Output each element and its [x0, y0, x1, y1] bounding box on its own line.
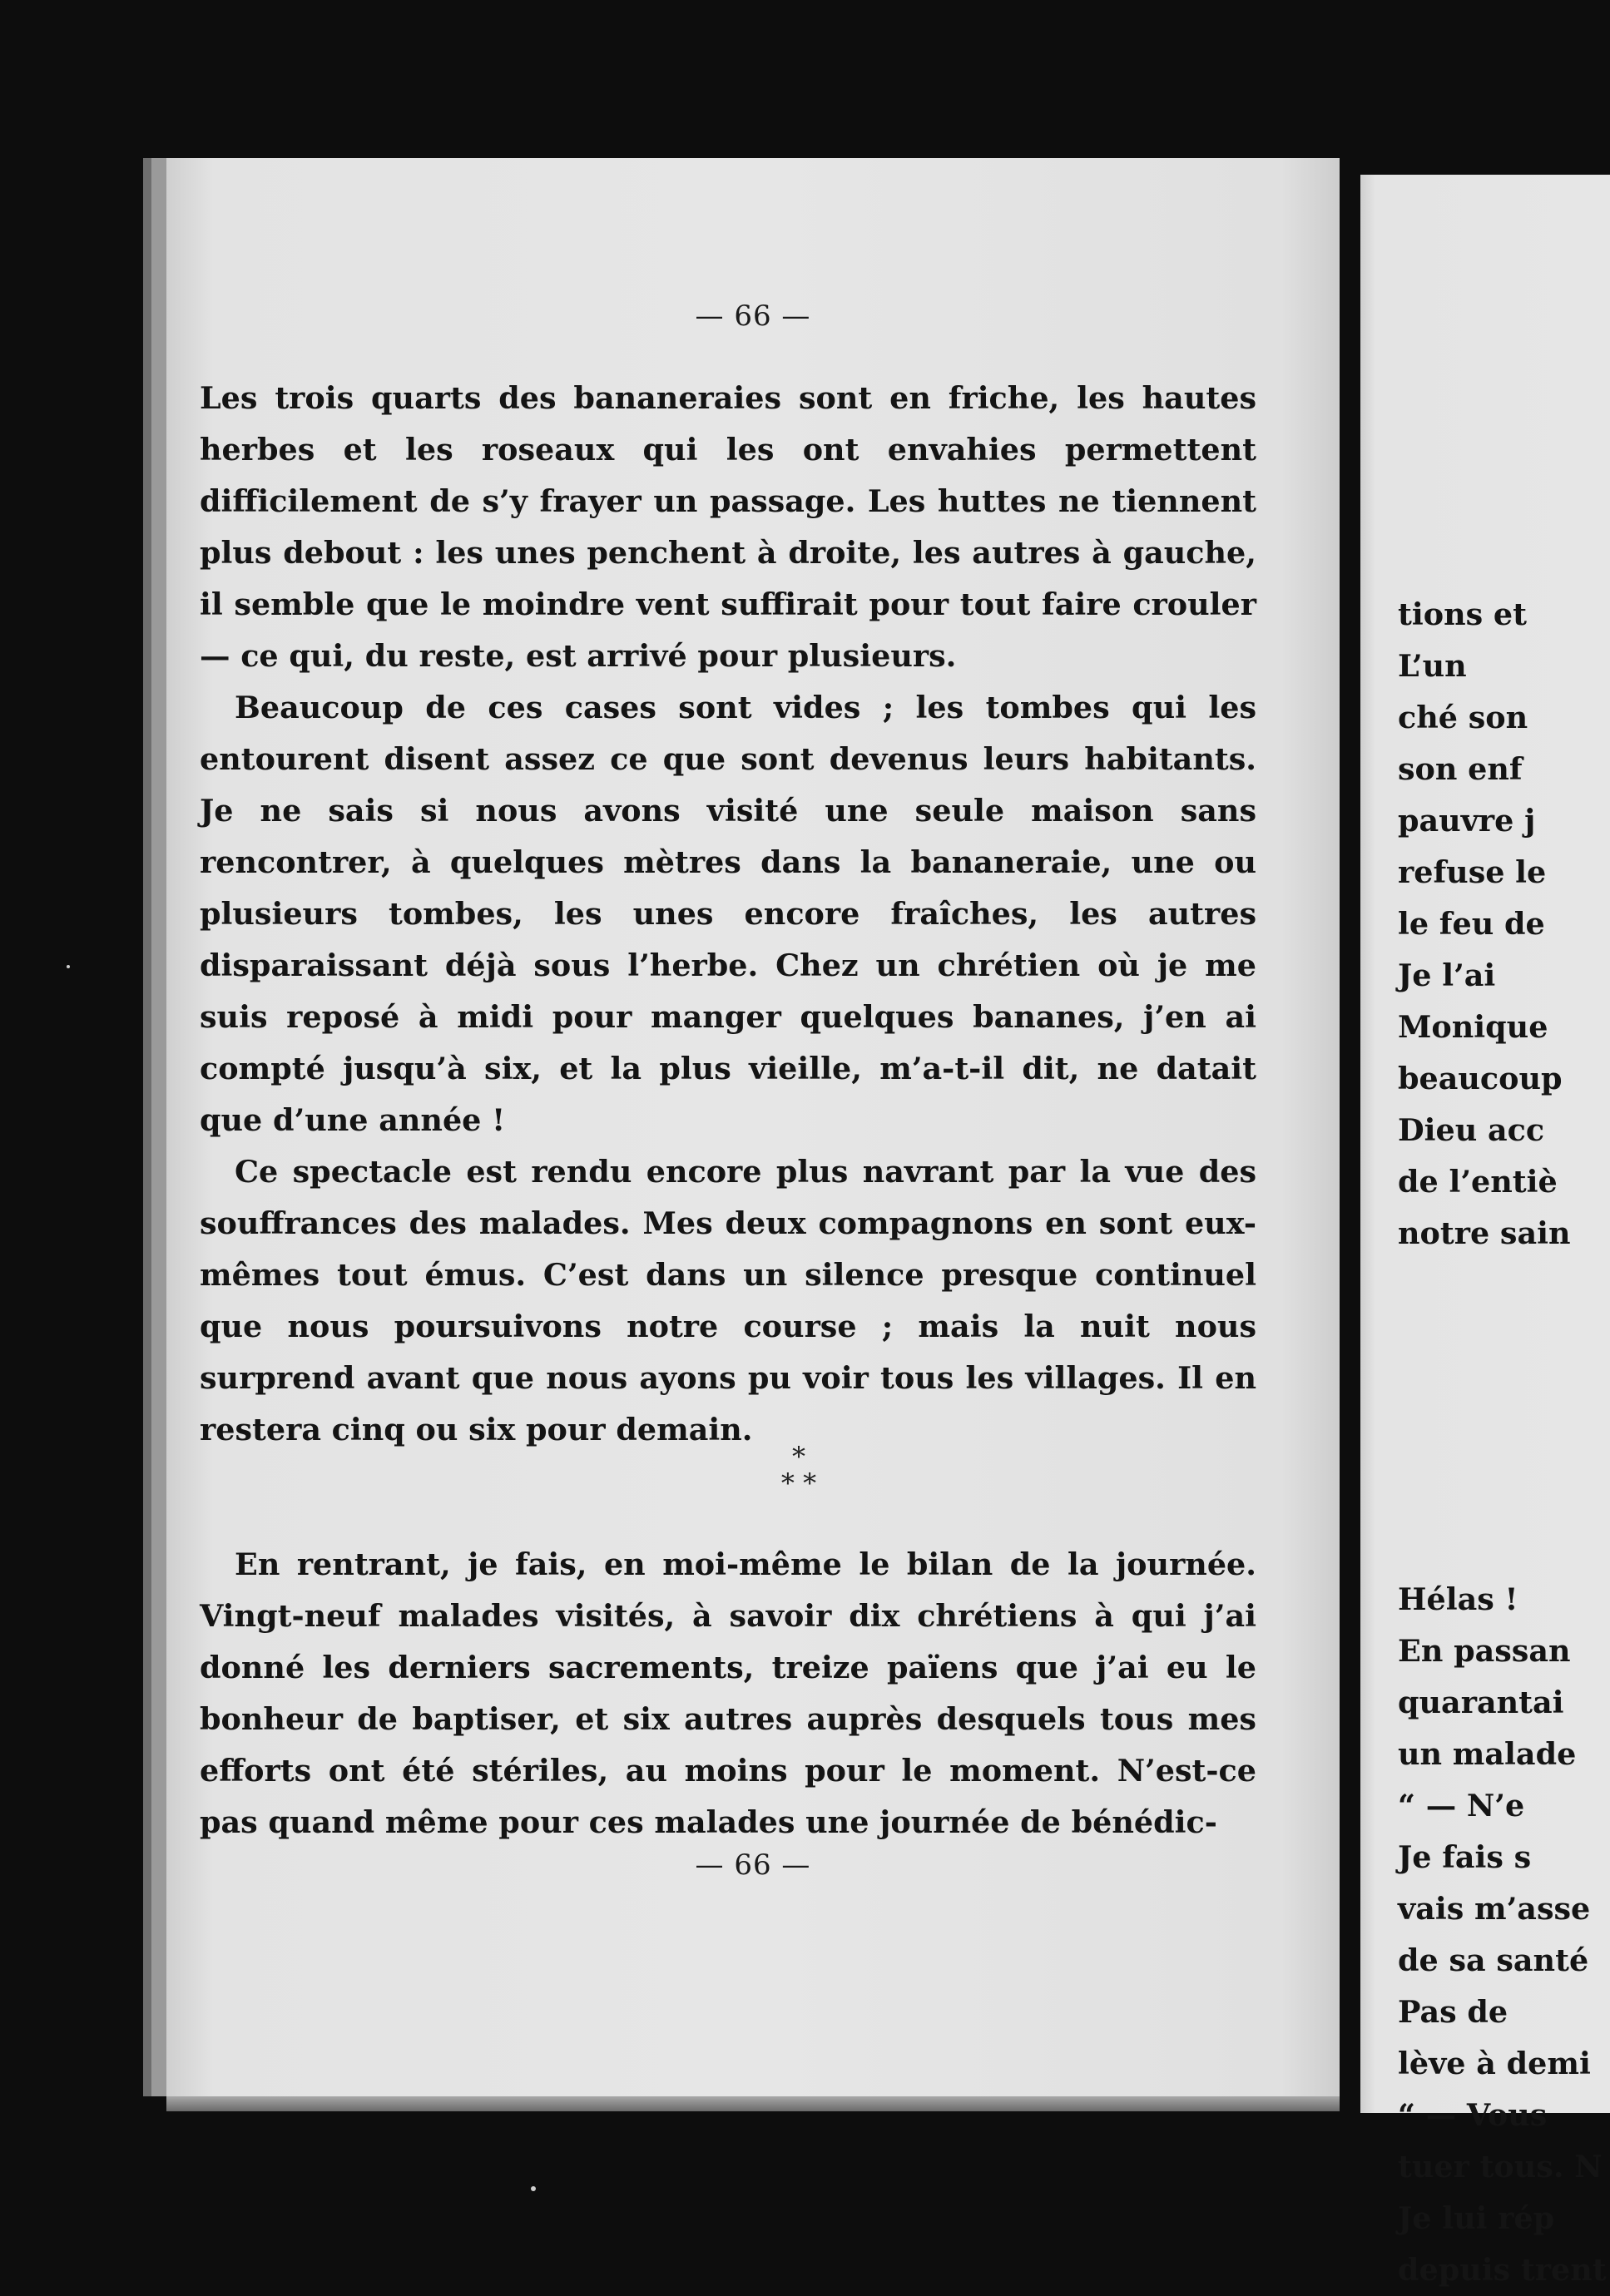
right-page-line: ché son [1398, 700, 1528, 735]
right-page-line: tuer tous. N [1398, 2149, 1603, 2185]
right-page-line: pauvre j [1398, 803, 1536, 839]
right-page-line: L’un [1398, 648, 1467, 684]
dust-speck [531, 2186, 536, 2191]
right-page-line: son enf [1398, 751, 1523, 787]
paragraph: Les trois quarts des bananeraies sont en friche, les hautes herbes et les roseaux qui les ont envahies permettent difficilement de s’y frayer un passage. Les huttes ne tiennent plus debout : les unes penchent à droite, les autres à gauche, il semble que le moindre vent suffirait pour tout faire crouler — ce qui, du reste, est arrivé pour plusieurs. [200, 380, 1256, 674]
right-page-line: tions et [1398, 596, 1527, 632]
asterism-bottom: * * [780, 1467, 817, 1499]
paragraph: Ce spectacle est rendu encore plus navrant par la vue des souffrances des malades. Mes deux compagnons en sont eux-mêmes tout émus. C’est dans un silence presque continuel que nous poursuivons notre course ; mais la nuit nous surprend avant que nous ayons pu voir tous les villages. Il en restera cinq ou six pour demain. [200, 1154, 1256, 1447]
body-text-bottom [200, 1539, 1256, 1848]
right-page-line: quarantai [1398, 1685, 1564, 1720]
right-page-line: vais m’asse [1398, 1891, 1591, 1927]
right-page-line: Hélas ! [1398, 1581, 1518, 1617]
right-page-line: refuse le [1398, 854, 1547, 890]
right-page-lines-bottom [1398, 1574, 1607, 2296]
right-page-line: Je fais s [1398, 1839, 1532, 1875]
right-page-line: un malade [1398, 1736, 1577, 1772]
right-page-line: de sa santé [1398, 1942, 1589, 1978]
page-number-header: — 66 — [695, 299, 811, 333]
right-page-line: Je lui rép [1398, 2200, 1555, 2236]
right-page-line: Pas de [1398, 1994, 1508, 2030]
right-page-line: “ — Vous [1398, 2097, 1548, 2133]
paragraph: Beaucoup de ces cases sont vides ; les tombes qui les entourent disent assez ce que sont devenus leurs habitants. Je ne sais si nous avons visité une seule maison sans rencontrer, à quelques mètres dans la bananeraie, une ou plusieurs tombes, les unes encore fraîches, les autres disparaissant déjà sous l’herbe. Chez un chrétien où je me suis reposé à midi pour manger quelques bananes, j’en ai compté jusqu’à six, et la plus vieille, m’a-t-il dit, ne datait que d’une année ! [200, 690, 1256, 1138]
asterism-top: * [792, 1441, 805, 1472]
right-page-line: beaucoup [1398, 1061, 1563, 1096]
right-page-line: depuis trent [1398, 2252, 1607, 2288]
page-number-footer: — 66 — [695, 1848, 811, 1882]
body-text-top [200, 373, 1256, 1456]
right-page-lines-top [1398, 589, 1571, 1259]
right-page-line: “ — N’e [1398, 1788, 1525, 1823]
right-page-line: Monique [1398, 1009, 1548, 1045]
paragraph: En rentrant, je fais, en moi-même le bilan de la journée. Vingt-neuf malades visités, à savoir dix chrétiens à qui j’ai donné les derniers sacrements, treize païens que j’ai eu le bonheur de baptiser, et six autres auprès desquels tous mes efforts ont été stériles, au moins pour le moment. N’est-ce pas quand même pour ces malades une journée de bénédic- [200, 1546, 1256, 1840]
right-page-line: Dieu acc [1398, 1112, 1545, 1148]
right-page-line: En passan [1398, 1633, 1571, 1669]
dust-speck [67, 965, 70, 968]
asterism-divider [774, 1443, 824, 1497]
right-page-line: lève à demi [1398, 2046, 1591, 2081]
right-page [1360, 175, 1610, 2288]
right-page-line: notre sain [1398, 1215, 1571, 1251]
right-page-line: le feu de [1398, 906, 1545, 942]
right-page-line: Je l’ai [1398, 957, 1496, 993]
right-page-line: de l’entiè [1398, 1164, 1558, 1200]
